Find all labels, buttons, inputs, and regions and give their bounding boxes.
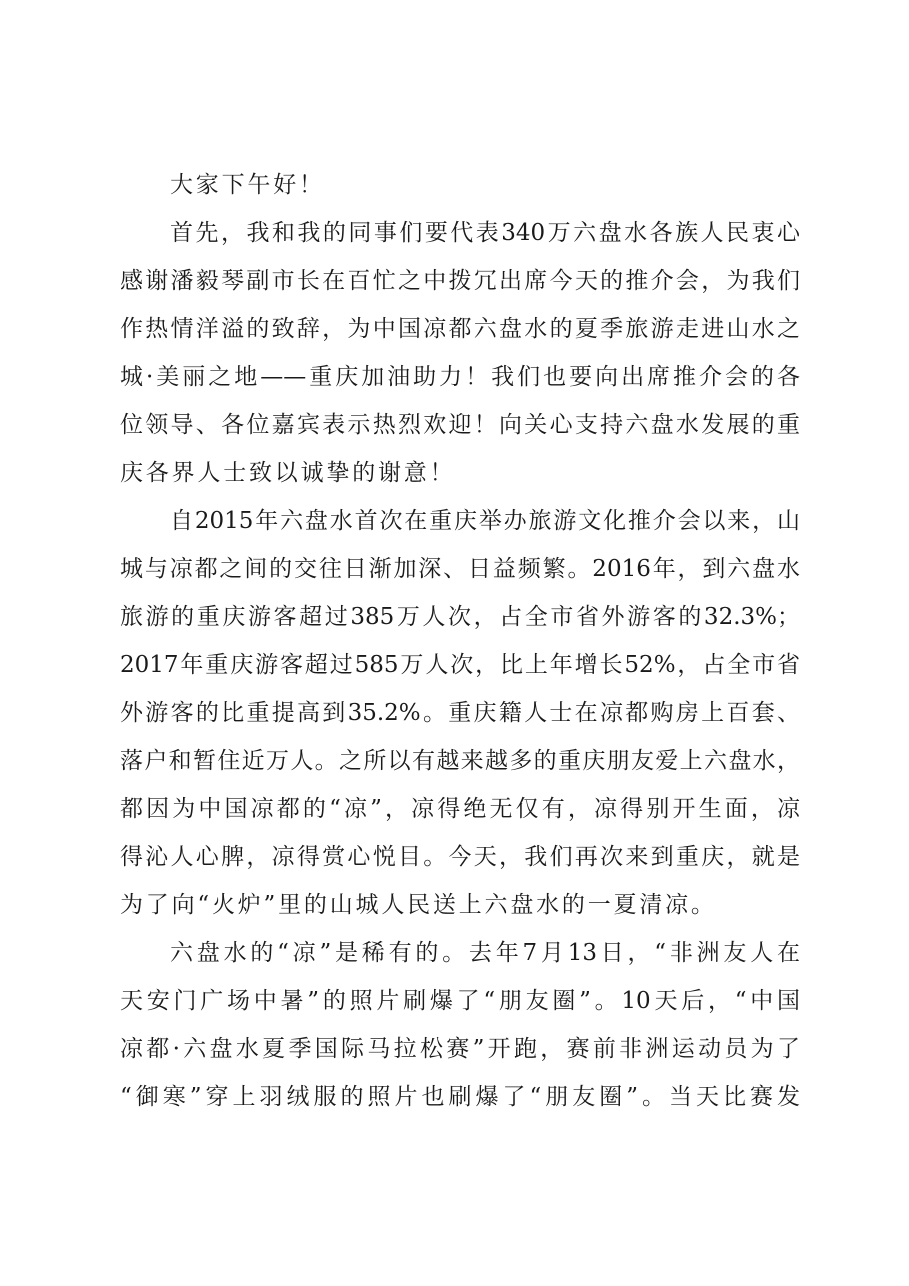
paragraph-1-line-5: 位领导、各位嘉宾表示热烈欢迎！向关心支持六盘水发展的重 — [120, 412, 800, 438]
paragraph-2-line-7: 都因为中国凉都的“凉”，凉得绝无仅有，凉得别开生面，凉 — [120, 796, 800, 822]
greeting-line: 大家下午好！ — [170, 172, 325, 198]
paragraph-3-line-2: 天安门广场中暑”的照片刷爆了“朋友圈”。10天后，“中国 — [120, 988, 800, 1014]
paragraph-2-line-6: 落户和暂住近万人。之所以有越来越多的重庆朋友爱上六盘水， — [120, 748, 800, 774]
paragraph-3-line-3: 凉都·六盘水夏季国际马拉松赛”开跑，赛前非洲运动员为了 — [120, 1036, 800, 1062]
paragraph-1-line-6: 庆各界人士致以诚挚的谢意！ — [120, 460, 456, 486]
paragraph-2-line-8: 得沁人心脾，凉得赏心悦目。今天，我们再次来到重庆，就是 — [120, 844, 800, 870]
paragraph-1-line-2: 感谢潘毅琴副市长在百忙之中拨冗出席今天的推介会，为我们 — [120, 268, 800, 294]
paragraph-2-line-4: 2017年重庆游客超过585万人次，比上年增长52%，占全市省 — [120, 652, 800, 678]
paragraph-2-line-1: 自2015年六盘水首次在重庆举办旅游文化推介会以来，山 — [170, 508, 800, 534]
paragraph-2-line-3: 旅游的重庆游客超过385万人次，占全市省外游客的32.3%； — [120, 604, 800, 630]
paragraph-1-line-3: 作热情洋溢的致辞，为中国凉都六盘水的夏季旅游走进山水之 — [120, 316, 800, 342]
paragraph-1-line-1: 首先，我和我的同事们要代表340万六盘水各族人民衷心 — [170, 220, 800, 246]
paragraph-2-line-9: 为了向“火炉”里的山城人民送上六盘水的一夏清凉。 — [120, 892, 717, 918]
paragraph-3-line-1: 六盘水的“凉”是稀有的。去年7月13日，“非洲友人在 — [170, 940, 800, 966]
paragraph-2-line-5: 外游客的比重提高到35.2%。重庆籍人士在凉都购房上百套、 — [120, 700, 800, 726]
paragraph-3-line-4: “御寒”穿上羽绒服的照片也刷爆了“朋友圈”。当天比赛发 — [120, 1084, 800, 1110]
paragraph-2-line-2: 城与凉都之间的交往日渐加深、日益频繁。2016年，到六盘水 — [120, 556, 800, 582]
paragraph-1-line-4: 城·美丽之地——重庆加油助力！我们也要向出席推介会的各 — [120, 364, 800, 390]
